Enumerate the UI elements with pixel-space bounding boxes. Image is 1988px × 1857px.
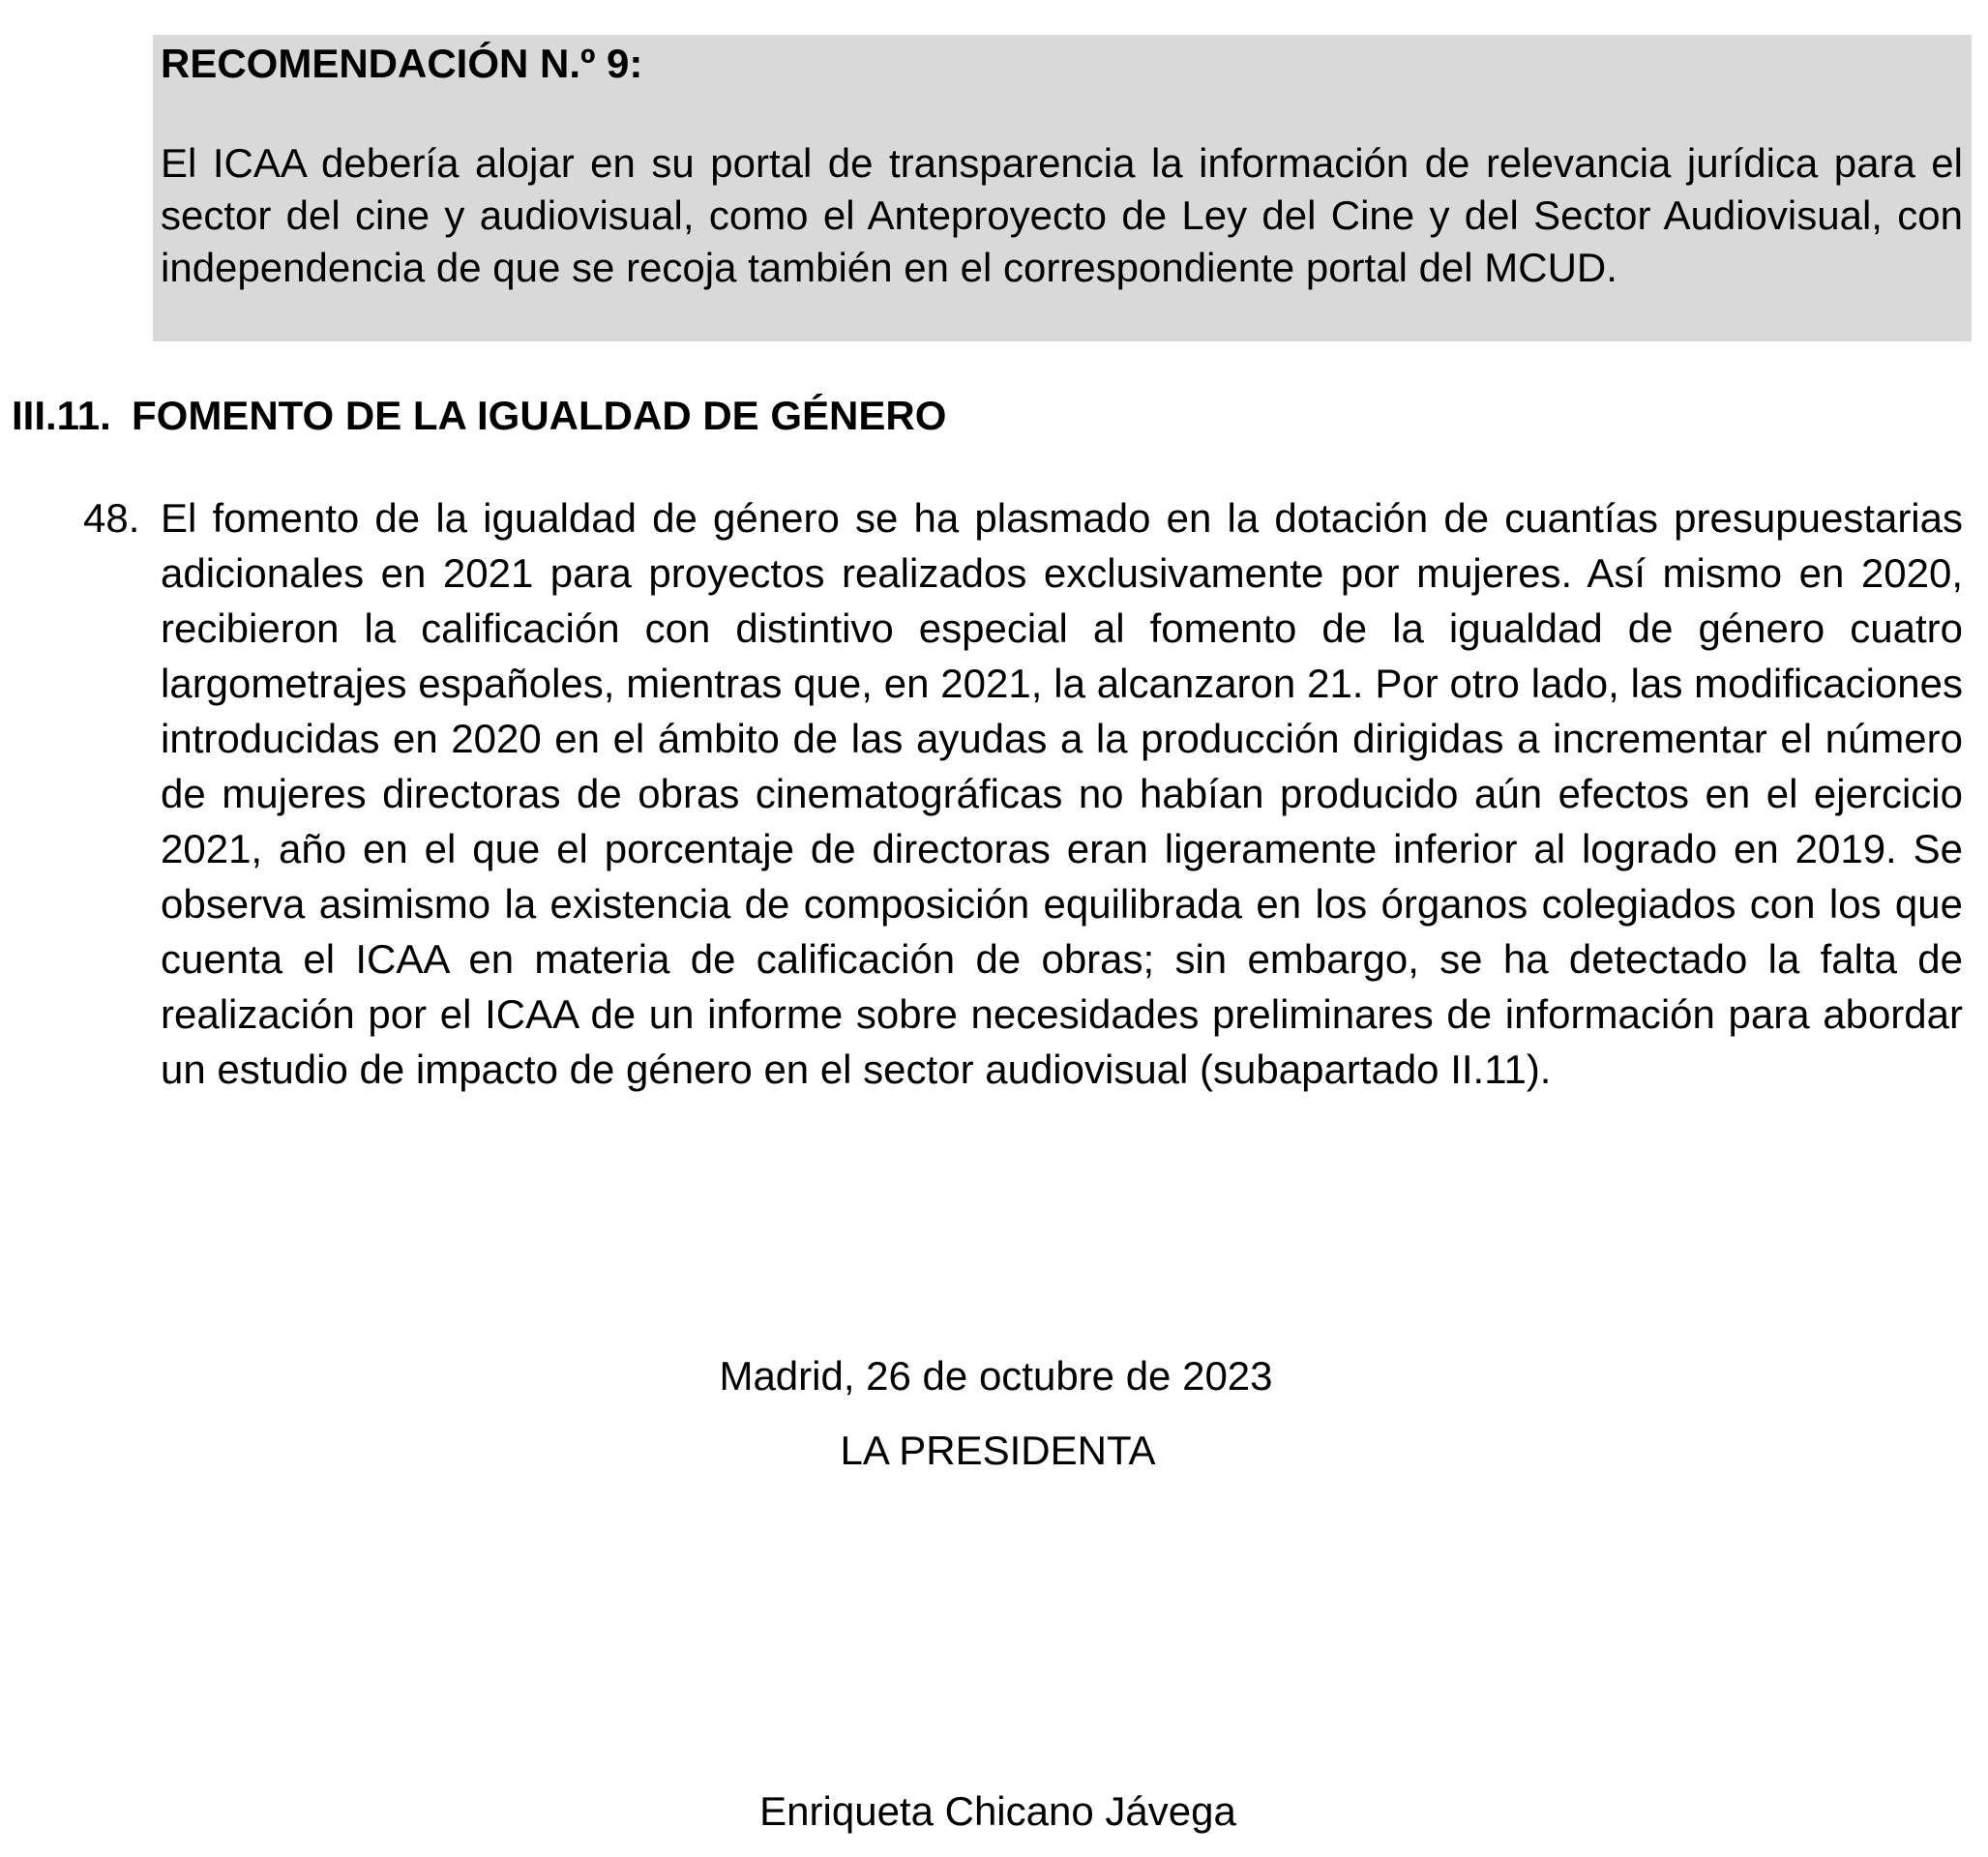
section-title: FOMENTO DE LA IGUALDAD DE GÉNERO xyxy=(132,393,947,438)
recommendation-body: El ICAA debería alojar en su portal de transparencia la información de relevancia jurídica para el sector del cine y audiovisual, como el Anteproyecto de Ley del Cine y del Sector Audiovisual, con independencia de que se recoja también en el correspondiente portal del MCUD. xyxy=(161,140,1963,290)
recommendation-title: RECOMENDACIÓN N.º 9: xyxy=(161,41,643,86)
paragraph-text: El fomento de la igualdad de género se ha plasmado en la dotación de cuantías presupuestarias adicionales en 2021 para proyectos realizados exclusivamente por mujeres. Así mismo en 2020, recibieron la calificación con distintivo especial al fomento de la igualdad de género cuatro largometrajes españoles, mientras que, en 2021, la alcanzaron 21. Por otro lado, las modificaciones introducidas en 2020 en el ámbito de las ayudas a la producción dirigidas a incrementar el número de mujeres directoras de obras cinematográficas no habían producido aún efectos en el ejercicio 2021, año en el que el porcentaje de directoras eran ligeramente inferior al logrado en 2019. Se observa asimismo la existencia de composición equilibrada en los órganos colegiados con los que cuenta el ICAA en materia de calificación de obras; sin embargo, se ha detectado la falta de realización por el ICAA de un informe sobre necesidades preliminares de información para abordar un estudio de impacto de género en el sector audiovisual (subapartado II.11). xyxy=(161,495,1963,1092)
paragraph-number: 48. xyxy=(83,495,140,541)
signature-name: Enriqueta Chicano Jávega xyxy=(759,1788,1236,1834)
section-number: III.11. xyxy=(12,393,111,438)
signature-role: LA PRESIDENTA xyxy=(840,1428,1156,1473)
signature-place-date: Madrid, 26 de octubre de 2023 xyxy=(719,1353,1273,1399)
